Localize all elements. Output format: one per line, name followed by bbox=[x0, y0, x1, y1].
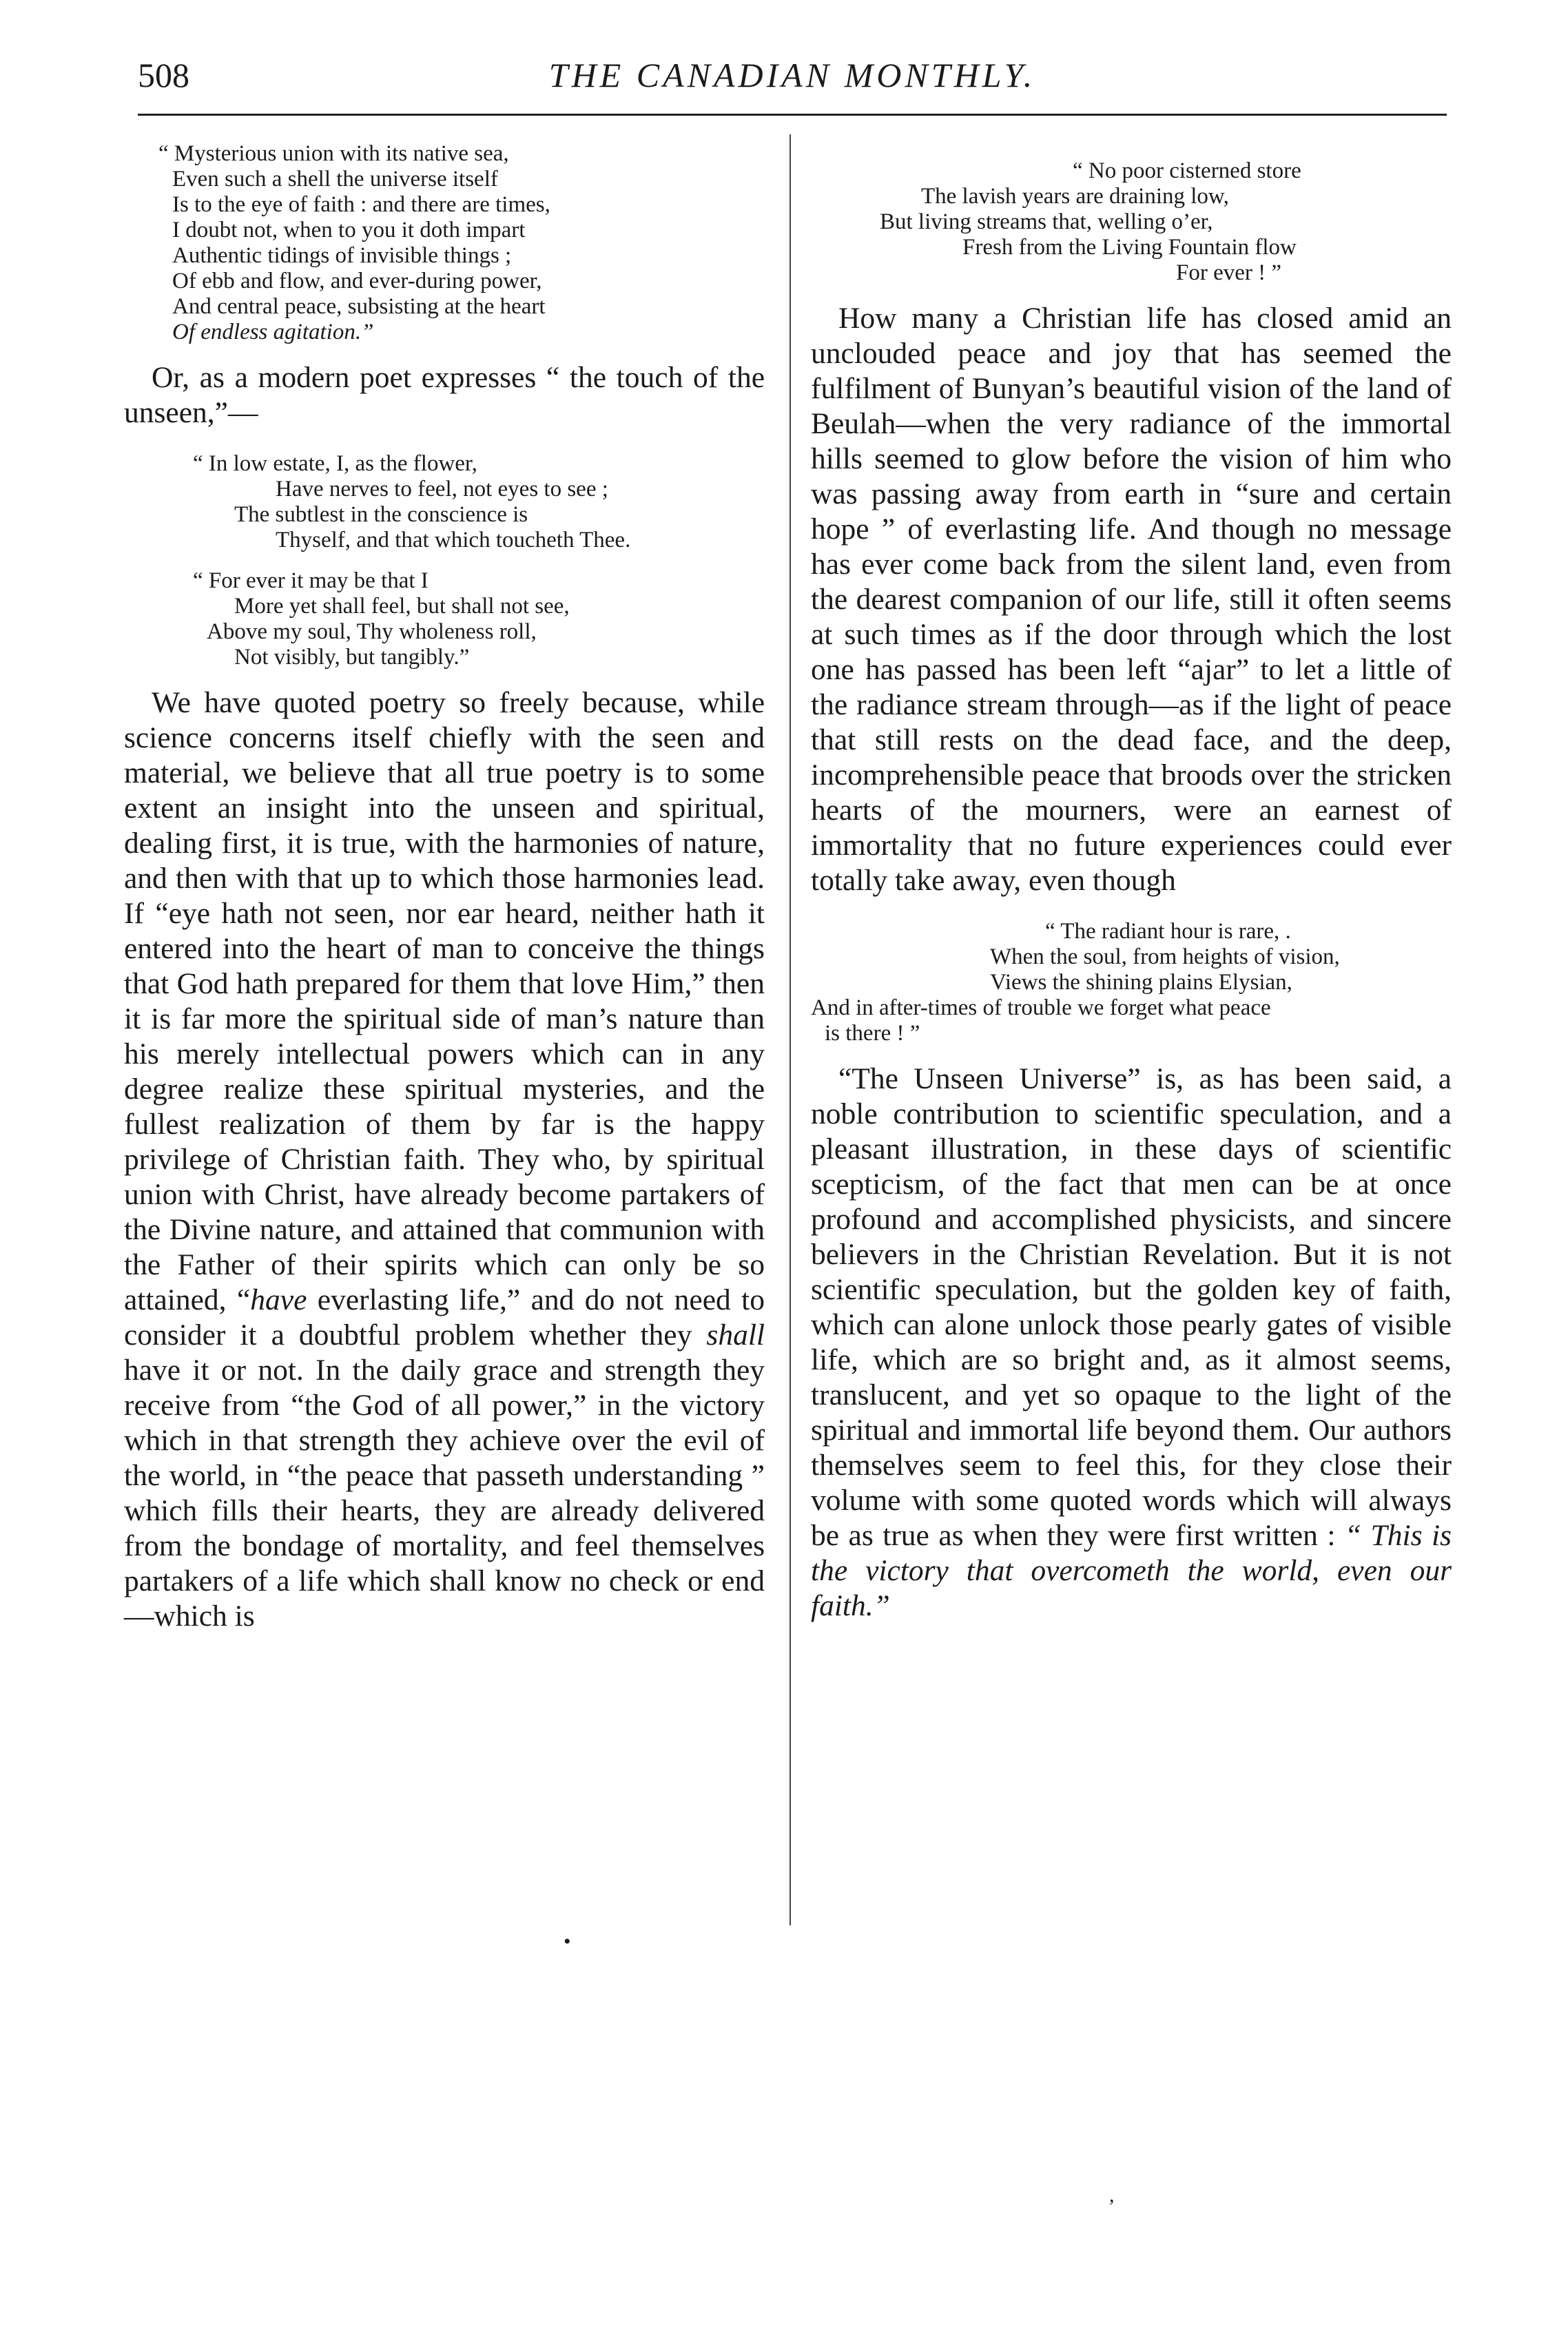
verse-line: Above my soul, Thy wholeness roll, bbox=[207, 619, 537, 644]
left-column bbox=[124, 141, 765, 1655]
verse-radiant-hour bbox=[811, 919, 1452, 1046]
printer-dot: • bbox=[564, 1930, 571, 1953]
verse-line: Of endless agitation.” bbox=[172, 320, 374, 344]
verse-line: Of ebb and flow, and ever-during power, bbox=[172, 269, 542, 293]
verse-line: And central peace, subsisting at the heart bbox=[172, 294, 546, 319]
page-number: 508 bbox=[138, 56, 189, 94]
verse-line: More yet shall feel, but shall not see, bbox=[234, 594, 570, 619]
verse-line: When the soul, from heights of vision, bbox=[990, 944, 1340, 969]
verse-line: For ever ! ” bbox=[1176, 260, 1282, 285]
paragraph-text: “The Unseen Universe” is, as has been said, a noble contribution to scientific speculation, and a pleasant illustration, in these days of scientific scepticism, of the fact that men can be at once profound and accomplished physicists, and sincere believers in the Christian Revelation. But it is not scientific speculation, but the golden key of faith, which can alone unlock those pearly gates of visible life, which are so bright and, as it almost seems, translucent, and yet so opaque to the light of the spiritual and immortal life beyond them. Our authors themselves seem to feel this, for they close their volume with some quoted words which will always be as true as when they were first written : bbox=[811, 1062, 1452, 1552]
verse-line: Views the shining plains Elysian, bbox=[990, 970, 1292, 995]
verse-line: Thyself, and that which toucheth Thee. bbox=[276, 528, 631, 552]
verse-wordsworth bbox=[158, 141, 765, 345]
verse-line: I doubt not, when to you it doth impart bbox=[172, 218, 526, 242]
verse-line: Not visibly, but tangibly.” bbox=[234, 645, 470, 670]
paragraph-text: have it or not. In the daily grace and strength they receive from “the God of all power,” in the victory which in that strength they achieve over the evil of the world, in “the peace that passeth understanding ” which fills their hearts, they are already delivered from the bondage of mortality, and feel themselves partakers of a life which shall know no check or end—which is bbox=[124, 1354, 765, 1633]
emphasis: have bbox=[250, 1283, 307, 1316]
emphasis: “ This is the victory that overcometh the world, even our faith.” bbox=[811, 1519, 1452, 1622]
verse-line: Is to the eye of faith : and there are times, bbox=[172, 192, 550, 217]
emphasis: shall bbox=[706, 1318, 765, 1352]
paragraph bbox=[811, 1062, 1452, 1624]
verse-unseen-2 bbox=[193, 568, 765, 670]
verse-line: Have nerves to feel, not eyes to see ; bbox=[276, 477, 608, 501]
paragraph bbox=[124, 685, 765, 1634]
verse-line: The lavish years are draining low, bbox=[921, 184, 1229, 209]
verse-line: Authentic tidings of invisible things ; bbox=[172, 243, 512, 268]
verse-line: is there ! ” bbox=[825, 1021, 920, 1046]
stray-mark: , bbox=[1109, 2184, 1115, 2206]
verse-line: “ The radiant hour is rare, . bbox=[1045, 919, 1291, 944]
paragraph-text: We have quoted poetry so freely because, while science concerns itself chiefly with the seen and material, we believe that all true poetry is to some extent an insight into the unseen and spiritual, dealing first, it is true, with the harmonies of nature, and then with that up to which those harmonies lead. If “eye hath not seen, nor ear heard, neither hath it entered into the heart of man to conceive the things that God hath prepared for them that love Him,” then it is far more the spiritual side of man’s nature than his merely intellectual powers which can in any degree realize these spiritual mysteries, and the fullest realization of them by far is the happy privilege of Christian faith. They who, by spiritual union with Christ, have already become partakers of the Divine nature, and attained that communion with the Father of their spirits which can only be so attained, “ bbox=[124, 686, 765, 1316]
verse-line: Even such a shell the universe itself bbox=[172, 167, 498, 192]
verse-line: “ In low estate, I, as the flower, bbox=[193, 451, 477, 476]
page-header bbox=[138, 50, 1447, 105]
paragraph: Or, as a modern poet expresses “ the touch of the unseen,”— bbox=[124, 361, 765, 429]
right-column bbox=[811, 141, 1452, 1644]
paragraph-text: everlasting life,” and do not need to consider it a doubtful problem whether they bbox=[124, 1283, 765, 1352]
verse-line: But living streams that, welling o’er, bbox=[880, 209, 1213, 234]
verse-line: And in after-times of trouble we forget what peace bbox=[811, 995, 1271, 1020]
verse-line: “ Mysterious union with its native sea, bbox=[158, 141, 509, 166]
verse-unseen-1 bbox=[193, 451, 765, 553]
verse-line: The subtlest in the conscience is bbox=[234, 502, 528, 527]
paragraph: How many a Christian life has closed amid an unclouded peace and joy that has seemed the fulfilment of Bunyan’s beautiful vision of the land of Beulah—when the very radiance of the immortal hills seemed to glow before the vision of him who was passing away from earth in “sure and certain hope ” of everlasting life. And though no message has ever come back from the silent land, even from the dearest companion of our life, still it often seems at such times as if the door through which the lost one has passed has been left “ajar” to let a little of the radiance stream through—as if the light of peace that still rests on the dead face, and the deep, incomprehensible peace that broods over the stricken hearts of the mourners, were an earnest of immortality that no future experiences could ever totally take away, even though bbox=[811, 302, 1452, 897]
running-title: THE CANADIAN MONTHLY. bbox=[548, 56, 1036, 94]
verse-line: “ No poor cisterned store bbox=[1073, 158, 1301, 183]
verse-fountain bbox=[838, 158, 1452, 286]
column-divider bbox=[790, 134, 791, 1925]
verse-line: Fresh from the Living Fountain flow bbox=[962, 235, 1297, 260]
header-rule bbox=[138, 114, 1447, 116]
verse-line: “ For ever it may be that I bbox=[193, 568, 429, 593]
